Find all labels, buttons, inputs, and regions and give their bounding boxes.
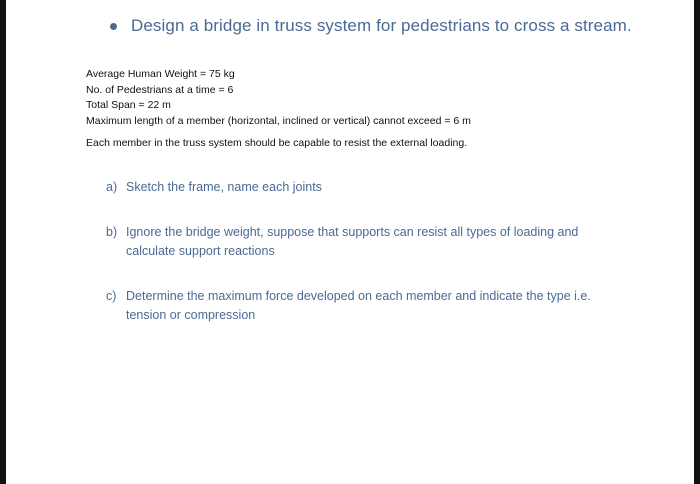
right-border: [694, 0, 700, 484]
loading-statement: Each member in the truss system should be capable to resist the external loading.: [86, 137, 468, 149]
given-total-span: Total Span = 22 m: [86, 99, 171, 111]
question-b: [106, 223, 626, 261]
question-c: [106, 287, 626, 325]
question-c-text: Determine the maximum force developed on each member and indicate the type i.e. tension or compression: [126, 289, 591, 322]
question-a-marker: a): [106, 180, 118, 194]
question-a: [106, 178, 322, 197]
given-data-block: [86, 67, 471, 129]
question-b-marker: b): [106, 225, 118, 239]
question-a-text: Sketch the frame, name each joints: [126, 180, 322, 194]
given-pedestrian-count: No. of Pedestrians at a time = 6: [86, 83, 234, 96]
document-page: [6, 0, 694, 484]
bullet-icon: [110, 23, 117, 30]
question-c-marker: c): [106, 289, 117, 303]
task-bullet: [110, 16, 632, 36]
task-heading: Design a bridge in truss system for pedestrians to cross a stream.: [131, 16, 632, 35]
given-human-weight: Average Human Weight = 75 kg: [86, 68, 235, 80]
given-max-member-length: Maximum length of a member (horizontal, inclined or vertical) cannot exceed = 6 m: [86, 114, 471, 127]
question-b-text: Ignore the bridge weight, suppose that supports can resist all types of loading and calculate support reactions: [126, 225, 579, 258]
